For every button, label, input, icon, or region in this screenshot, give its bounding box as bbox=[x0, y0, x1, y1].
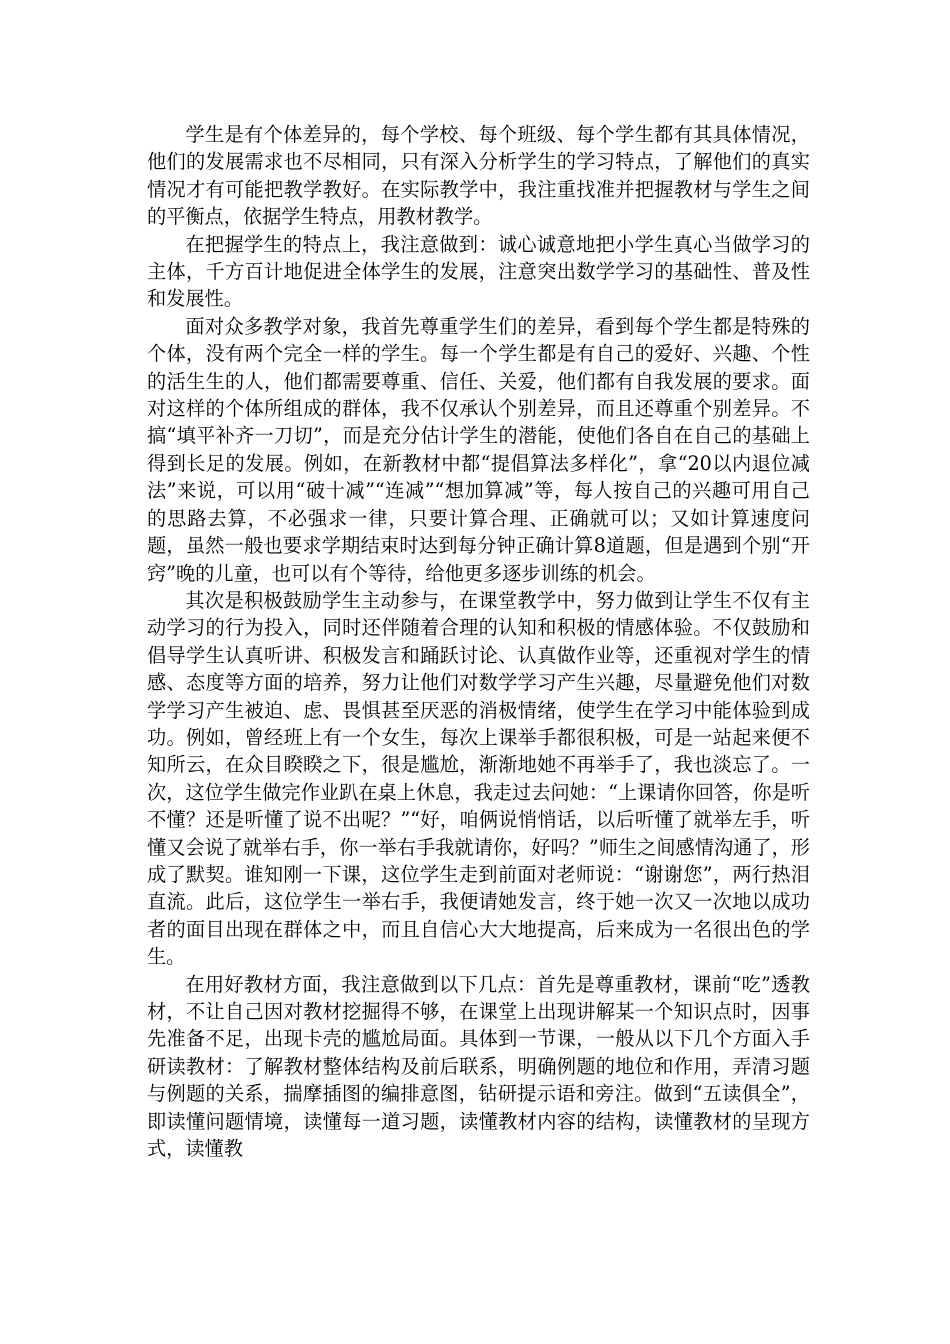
paragraph-3: 面对众多教学对象，我首先尊重学生们的差异，看到每个学生都是特殊的个体，没有两个完全一样的学生。每一个学生都是有自己的爱好、兴趣、个性的活生生的人，他们都需要尊重、信任、关爱，他们都有自我发展的要求。面对这样的个体所组成的群体，我不仅承认个别差异，而且还尊重个别差异。不搞“填平补齐一刀切”，而是充分估计学生的潜能，使他们各自在自己的基础上得到长足的发展。例如，在新教材中都“提倡算法多样化”，拿“20以内退位减法”来说，可以用“破十减”“连减”“想加算减”等，每人按自己的兴趣可用自己的思路去算，不必强求一律，只要计算合理、正确就可以；又如计算速度问题，虽然一般也要求学期结束时达到每分钟正确计算8道题，但是遇到个别“开窍”晚的儿童，也可以有个等待，给他更多逐步训练的机会。 bbox=[147, 314, 810, 585]
paragraph-4: 其次是积极鼓励学生主动参与，在课堂教学中，努力做到让学生不仅有主动学习的行为投入，同时还伴随着合理的认知和积极的情感体验。不仅鼓励和倡导学生认真听讲、积极发言和踊跃讨论、认真做作业等，还重视对学生的情感、态度等方面的培养，努力让他们对数学学习产生兴趣，尽量避免他们对数学学习产生被迫、虑、畏惧甚至厌恶的消极情绪，使学生在学习中能体验到成功。例如，曾经班上有一个女生，每次上课举手都很积极，可是一站起来便不知所云，在众目睽睽之下，很是尴尬，渐渐地她不再举手了，我也淡忘了。一次，这位学生做完作业趴在桌上休息，我走过去问她：“上课请你回答，你是听不懂？还是听懂了说不出呢？”“好，咱俩说悄悄话，以后听懂了就举左手，听懂又会说了就举右手，你一举右手我就请你，好吗？”师生之间感情沟通了，形成了默契。谁知刚一下课，这位学生走到前面对老师说：“谢谢您”，两行热泪直流。此后，这位学生一举右手，我便请她发言，终于她一次又一次地以成功者的面目出现在群体之中，而且自信心大大地提高，后来成为一名很出色的学生。 bbox=[147, 588, 810, 969]
paragraph-5: 在用好教材方面，我注意做到以下几点：首先是尊重教材，课前“吃”透教材，不让自己因对教材挖掘得不够，在课堂上出现讲解某一个知识点时，因事先准备不足，出现卡壳的尴尬局面。具体到一节课，一般从以下几个方面入手研读教材：了解教材整体结构及前后联系，明确例题的地位和作用，弄清习题与例题的关系，揣摩插图的编排意图，钻研提示语和旁注。做到“五读俱全”，即读懂问题情境，读懂每一道习题，读懂教材内容的结构，读懂教材的呈现方式，读懂教 bbox=[147, 972, 810, 1161]
paragraph-2: 在把握学生的特点上，我注意做到：诚心诚意地把小学生真心当做学习的主体，千方百计地促进全体学生的发展，注意突出数学学习的基础性、普及性和发展性。 bbox=[147, 232, 810, 311]
paragraph-1: 学生是有个体差异的，每个学校、每个班级、每个学生都有其具体情况，他们的发展需求也不尽相同，只有深入分析学生的学习特点，了解他们的真实情况才有可能把教学教好。在实际教学中，我注重找准并把握教材与学生之间的平衡点，依据学生特点，用教材教学。 bbox=[147, 123, 810, 229]
